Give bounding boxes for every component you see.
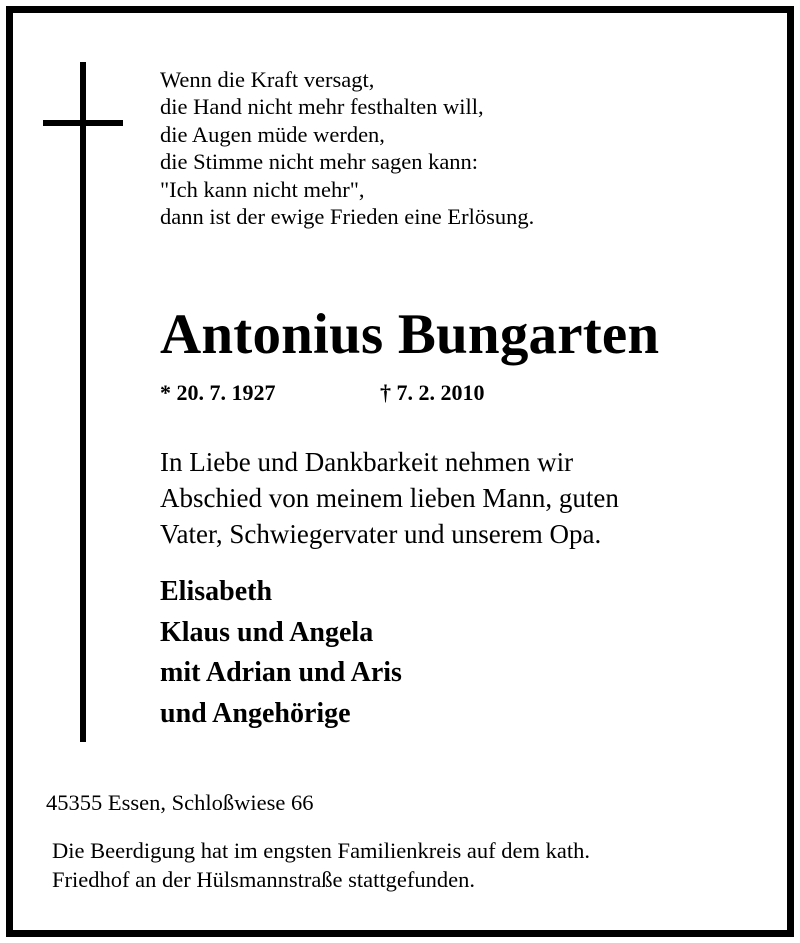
mourner-line: und Angehörige: [160, 697, 351, 729]
funeral-notice: [52, 837, 590, 894]
poem-line: "Ich kann nicht mehr",: [160, 176, 365, 202]
farewell-line: In Liebe und Dankbarkeit nehmen wir: [160, 447, 574, 477]
poem-line: Wenn die Kraft versagt,: [160, 67, 375, 92]
funeral-notice-line: Friedhof an der Hülsmannstraße stattgefunden.: [52, 866, 476, 892]
cross-horizontal-bar: [43, 120, 123, 126]
farewell-text: [160, 444, 619, 552]
birth-star-icon: *: [160, 380, 171, 405]
birth-date-line: [160, 379, 276, 407]
funeral-notice-line: Die Beerdigung hat im engsten Familienkreis auf dem kath.: [52, 838, 590, 863]
death-date: 7. 2. 2010: [396, 380, 485, 405]
mourner-line: Klaus und Angela: [160, 616, 374, 648]
poem-line: die Augen müde werden,: [160, 121, 385, 147]
mourner-line: Elisabeth: [160, 576, 273, 607]
deceased-name: Antonius Bungarten: [160, 303, 660, 366]
poem-line: dann ist der ewige Frieden eine Erlösung.: [160, 204, 535, 230]
cross-vertical-bar: [80, 62, 86, 742]
mourners-list: [160, 572, 402, 734]
memorial-poem: [160, 66, 534, 230]
farewell-line: Abschied von meinem lieben Mann, guten: [160, 483, 619, 513]
poem-line: die Hand nicht mehr festhalten will,: [160, 94, 484, 120]
death-date-line: [380, 379, 485, 407]
birth-date: 20. 7. 1927: [176, 380, 276, 405]
mourner-line: mit Adrian und Aris: [160, 657, 402, 688]
family-address: 45355 Essen, Schloßwiese 66: [46, 790, 314, 815]
farewell-line: Vater, Schwiegervater und unserem Opa.: [160, 519, 602, 549]
poem-line: die Stimme nicht mehr sagen kann:: [160, 149, 479, 175]
dagger-icon: †: [380, 380, 391, 405]
